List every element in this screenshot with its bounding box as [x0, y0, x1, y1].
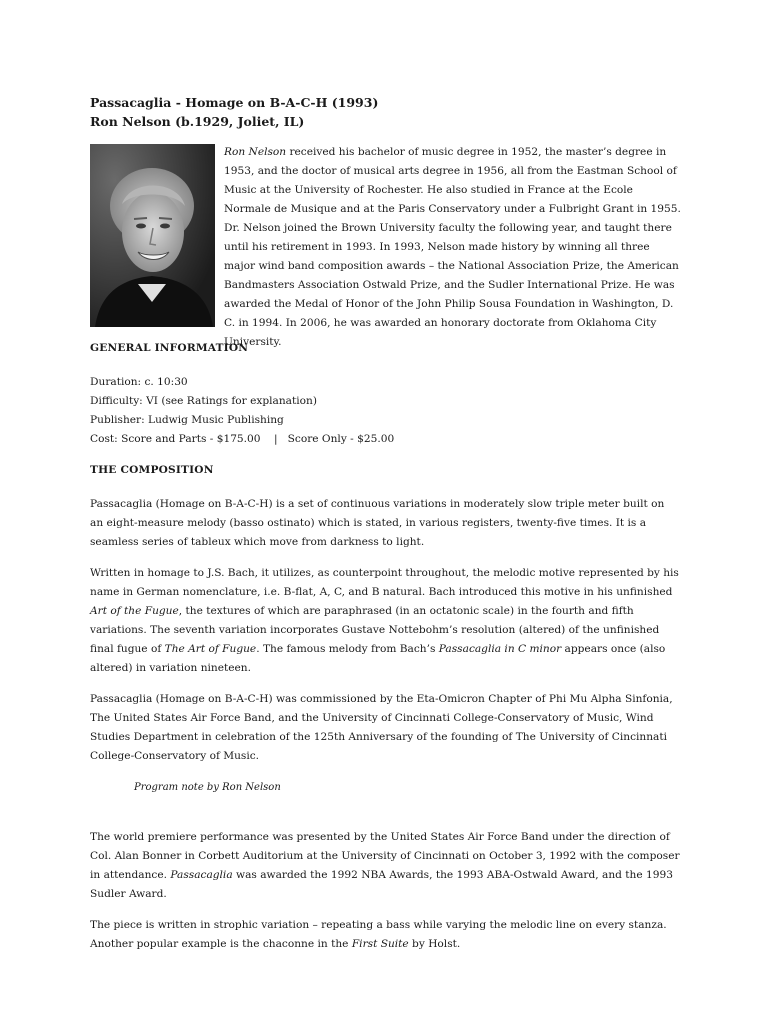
general-info-heading: GENERAL INFORMATION: [90, 342, 249, 354]
portrait-illustration: [90, 144, 215, 327]
publisher: Publisher: Ludwig Music Publishing: [90, 414, 284, 426]
composer-photo: [90, 144, 215, 327]
composition-heading: THE COMPOSITION: [90, 464, 214, 476]
difficulty: Difficulty: VI (see Ratings for explanation): [90, 395, 317, 407]
program-note: Program note by Ron Nelson: [134, 782, 281, 793]
duration: Duration: c. 10:30: [90, 376, 188, 388]
composition-paragraph-4: The world premiere performance was presented by the United States Air Force Band under the direction of Col. Alan Bonner in Corbett Auditorium at the University of Cincinnati on October 3, 1992 with the composer in attendance. Passacaglia was awarded the 1992 NBA Awards, the 1993 ABA-Ostwald Award, and the 1993 Sudler Award.: [90, 831, 680, 900]
composition-paragraph-3: Passacaglia (Homage on B-A-C-H) was commissioned by the Eta-Omicron Chapter of Phi Mu Alpha Sinfonia, The United States Air Force Band, and the University of Cincinnati College-Conservatory of Music, Wind Studies Department in celebration of the 125th Anniversary of the founding of The University of Cincinnati College-Conservatory of Music.: [90, 693, 673, 762]
piece-title: Passacaglia - Homage on B-A-C-H (1993): [90, 95, 379, 110]
cost: Cost: Score and Parts - $175.00 | Score Only - $25.00: [90, 433, 395, 445]
composition-paragraph-5: The piece is written in strophic variation – repeating a bass while varying the melodic line on every stanza. Another popular example is the chaconne in the First Suite by Holst.: [90, 919, 667, 950]
bio-body: received his bachelor of music degree in 1952, the master’s degree in 1953, and the doctor of musical arts degree in 1956, all from the Eastman School of Music at the University of Rochester. He also studied in France at the Ecole Normale de Musique and at the Paris Conservatory under a Fulbright Grant in 1955. Dr. Nelson joined the Brown University faculty the following year, and taught there until his retirement in 1993. In 1993, Nelson made history by winning all three major wind band composition awards – the National Association Prize, the American Bandmasters Association Ostwald Prize, and the Sudler International Prize. He was awarded the Medal of Honor of the John Philip Sousa Foundation in Washington, D. C. in 1994. In 2006, he was awarded an honorary doctorate from Oklahoma City University.: [224, 146, 681, 348]
document-page: [90, 93, 680, 954]
bio-name: Ron Nelson: [224, 146, 287, 158]
bio-paragraph: [224, 143, 682, 352]
composition-paragraph-2: Written in homage to J.S. Bach, it utilizes, as counterpoint throughout, the melodic motive represented by his name in German nomenclature, i.e. B-flat, A, C, and B natural. Bach introduced this motive in his unfinished Art of the Fugue, the textures of which are paraphrased (in an octatonic scale) in the fourth and fifth variations. The seventh variation incorporates Gustave Nottebohm’s resolution (altered) of the unfinished final fugue of The Art of Fugue. The famous melody from Bach’s Passacaglia in C minor appears once (also altered) in variation nineteen.: [90, 567, 679, 674]
composer-title: Ron Nelson (b.1929, Joliet, IL): [90, 114, 305, 129]
composition-paragraph-1: Passacaglia (Homage on B-A-C-H) is a set of continuous variations in moderately slow triple meter built on an eight-measure melody (basso ostinato) which is stated, in various registers, twenty-five times. It is a seamless series of tableux which move from darkness to light.: [90, 498, 665, 548]
